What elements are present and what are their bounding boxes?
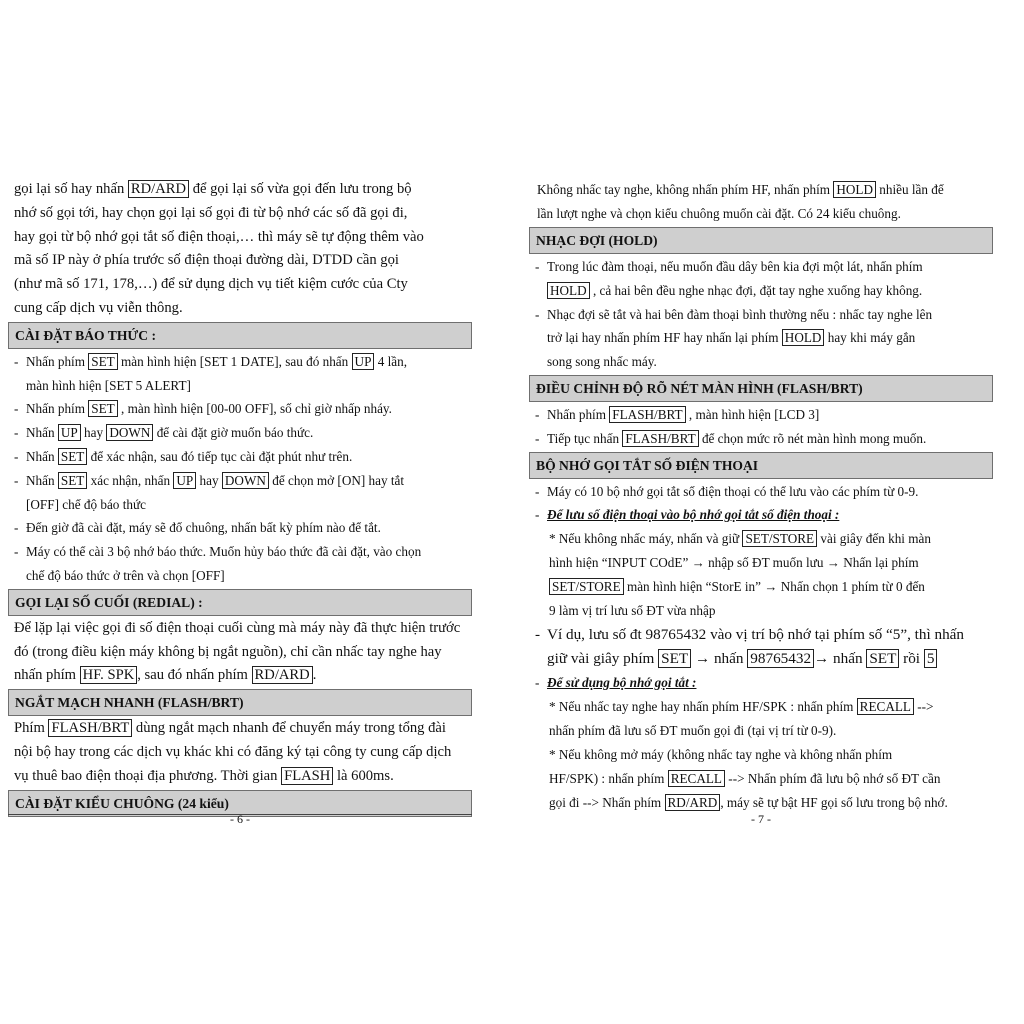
text-run: → nhấn xyxy=(814,649,867,667)
text-run: , màn hình hiện [00-00 OFF], số chỉ giờ nhấp nháy. xyxy=(117,401,392,417)
text-run: * Nếu không mở máy (không nhấc tay nghe và không nhấn phím xyxy=(549,746,893,762)
text-line xyxy=(8,641,472,665)
emphasis-heading: Để sử dụng bộ nhớ gọi tắt : xyxy=(547,674,697,690)
key-label: UP xyxy=(173,472,196,489)
paragraph xyxy=(529,695,993,743)
page-7 xyxy=(529,178,993,815)
text-line xyxy=(529,647,993,671)
text-run: để cài đặt giờ muốn báo thức. xyxy=(153,425,314,441)
key-label: SET xyxy=(58,448,87,465)
text-line xyxy=(529,671,993,695)
text-line xyxy=(529,791,993,815)
key-label: 5 xyxy=(924,649,938,668)
bullet-dash: - xyxy=(14,448,19,464)
text-run: hay xyxy=(196,472,222,488)
text-run: dùng ngắt mạch nhanh để chuyển máy trong tổng đài xyxy=(132,720,446,737)
text-run: màn hình hiện [SET 5 ALERT] xyxy=(26,377,191,393)
text-run: (như mã số 171, 178,…) để sử dụng dịch vụ tiết kiệm cước của Cty xyxy=(14,276,408,293)
text-line xyxy=(529,326,993,350)
text-run: Tiếp tục nhấn xyxy=(547,430,623,446)
key-label: FLASH xyxy=(281,767,333,785)
bullet-item xyxy=(8,350,472,398)
text-line xyxy=(529,202,993,226)
text-run: , màn hình hiện [LCD 3] xyxy=(685,406,820,422)
text-line xyxy=(529,255,993,279)
text-run: hay khi máy gắn xyxy=(824,330,916,346)
key-label: SET/STORE xyxy=(742,530,817,547)
text-line xyxy=(8,765,472,789)
text-run: để gọi lại số vừa gọi đến lưu trong bộ xyxy=(189,181,412,197)
text-run: 4 lần, xyxy=(374,353,408,369)
text-line xyxy=(8,469,472,493)
key-label: FLASH/BRT xyxy=(609,406,685,423)
key-label: SET xyxy=(58,472,87,489)
bullet-dash: - xyxy=(535,626,541,644)
paragraph xyxy=(8,717,472,788)
text-run: nhấn phím đã lưu số ĐT muốn gọi đi (tại vị trí từ 0-9). xyxy=(549,722,837,738)
text-run: , sau đó nhấn phím xyxy=(137,667,252,684)
text-run: * Nếu không nhấc máy, nhấn và giữ xyxy=(549,531,743,547)
paragraph xyxy=(529,527,993,623)
text-run: , máy sẽ tự bật HF gọi số lưu trong bộ nhớ. xyxy=(720,794,948,810)
text-run: --> xyxy=(913,698,934,714)
text-run: để chọn mức rõ nét màn hình mong muốn. xyxy=(698,430,927,446)
text-line xyxy=(8,540,472,564)
key-label: RD/ARD xyxy=(252,666,313,684)
section-heading: BỘ NHỚ GỌI TẮT SỐ ĐIỆN THOẠI xyxy=(529,452,993,479)
text-run: Nhấn xyxy=(26,472,58,488)
text-line xyxy=(529,350,993,374)
key-label: RECALL xyxy=(668,770,725,787)
bullet-dash: - xyxy=(535,430,540,446)
text-run: lần lượt nghe và chọn kiểu chuông muốn cài đặt. Có 24 kiểu chuông. xyxy=(537,206,901,221)
text-run: nội bộ hay trong các dịch vụ khác khi có đăng ký tại công ty cung cấp dịch xyxy=(14,743,452,760)
text-run: Nhấn phím xyxy=(26,401,89,417)
bullet-item xyxy=(529,623,993,671)
text-line xyxy=(529,551,993,575)
bullet-item xyxy=(529,255,993,303)
bullet-item xyxy=(529,303,993,374)
bullet-dash: - xyxy=(14,544,19,560)
text-line xyxy=(8,202,472,226)
bullet-item xyxy=(8,516,472,540)
bullet-item xyxy=(529,403,993,427)
text-run: gọi đi --> Nhấn phím xyxy=(549,794,665,810)
text-line xyxy=(8,664,472,688)
bullet-item xyxy=(8,540,472,588)
section-heading: GỌI LẠI SỐ CUỐI (REDIAL) : xyxy=(8,589,472,616)
text-line xyxy=(529,279,993,303)
text-run: --> Nhấn phím đã lưu bộ nhớ số ĐT cần xyxy=(725,770,941,786)
text-line xyxy=(8,516,472,540)
key-label: SET xyxy=(866,649,899,668)
text-run: . xyxy=(312,667,317,684)
text-run: Phím xyxy=(14,720,49,737)
text-line xyxy=(8,297,472,321)
bullet-dash: - xyxy=(14,401,19,417)
text-run: hình hiện “INPUT COdE” → nhập số ĐT muốn lưu → Nhấn lại phím xyxy=(549,555,919,571)
bullet-dash: - xyxy=(535,306,540,322)
key-label: RECALL xyxy=(857,698,914,715)
section-heading: NGẮT MẠCH NHANH (FLASH/BRT) xyxy=(8,689,472,716)
text-run: gọi lại số hay nhấn xyxy=(14,181,128,197)
text-line xyxy=(529,303,993,327)
text-run: Nhạc đợi sẽ tắt và hai bên đàm thoại bình thường nếu : nhấc tay nghe lên xyxy=(547,306,933,322)
section-heading: NHẠC ĐỢI (HOLD) xyxy=(529,227,993,254)
text-line xyxy=(529,743,993,767)
bullet-item xyxy=(529,480,993,504)
key-label: UP xyxy=(58,424,81,441)
text-run: hay gọi từ bộ nhớ gọi tắt số điện thoại,… thì máy sẽ tự động thêm vào xyxy=(14,228,424,245)
bullet-item xyxy=(8,421,472,445)
text-line xyxy=(8,226,472,250)
text-run: chế độ báo thức ở trên và chọn [OFF] xyxy=(26,567,225,583)
bullet-item xyxy=(529,503,993,527)
text-run: rồi xyxy=(899,649,924,667)
text-run: Máy có thể cài 3 bộ nhớ báo thức. Muốn hủy báo thức đã cài đặt, vào chọn xyxy=(26,544,422,560)
bullet-dash: - xyxy=(535,507,540,523)
text-run: màn hình hiện “StorE in” → Nhấn chọn 1 phím từ 0 đến xyxy=(623,579,925,595)
text-run: nhấn phím xyxy=(14,667,80,684)
emphasis-heading: Để lưu số điện thoại vào bộ nhớ gọi tắt số điện thoại : xyxy=(547,507,840,523)
text-run: vài giây đến khi màn xyxy=(817,531,931,547)
bullet-item xyxy=(8,445,472,469)
text-line xyxy=(8,421,472,445)
text-run: mã số IP này ở phía trước số điện thoại đường dài, DTDD cần gọi xyxy=(14,252,399,269)
text-line xyxy=(8,717,472,741)
text-line xyxy=(529,427,993,451)
text-line xyxy=(8,374,472,398)
text-run: để chọn mở [ON] hay tắt xyxy=(268,472,405,488)
bullet-dash: - xyxy=(14,472,19,488)
text-run: vụ thuê bao điện thoại địa phương. Thời gian xyxy=(14,767,282,784)
text-run: nhớ số gọi tới, hay chọn gọi lại số gọi đi từ bộ nhớ các số đã gọi đi, xyxy=(14,204,408,221)
text-line xyxy=(529,503,993,527)
text-run: để xác nhận, sau đó tiếp tục cài đặt phút như trên. xyxy=(87,448,353,464)
key-label: HOLD xyxy=(782,329,825,346)
bullet-item xyxy=(529,427,993,451)
bullet-dash: - xyxy=(535,406,540,422)
text-line xyxy=(529,623,993,647)
text-line xyxy=(8,178,472,202)
bullet-item xyxy=(8,397,472,421)
text-run: màn hình hiện [SET 1 DATE], sau đó nhấn xyxy=(117,353,352,369)
paragraph xyxy=(8,617,472,688)
text-line xyxy=(529,599,993,623)
text-run: Máy có 10 bộ nhớ gọi tắt số điện thoại có thể lưu vào các phím từ 0-9. xyxy=(547,483,919,499)
section-heading: CÀI ĐẶT KIỂU CHUÔNG (24 kiểu) xyxy=(8,790,472,817)
key-label: DOWN xyxy=(106,424,153,441)
text-run: * Nếu nhấc tay nghe hay nhấn phím HF/SPK : nhấn phím xyxy=(549,698,857,714)
key-label: UP xyxy=(352,353,375,370)
text-run: Không nhấc tay nghe, không nhấn phím HF, nhấn phím xyxy=(537,182,834,197)
text-line xyxy=(529,719,993,743)
key-label: HF. SPK xyxy=(80,666,138,684)
text-run: nhiều lần để xyxy=(876,182,944,197)
text-run: HF/SPK) : nhấn phím xyxy=(549,770,668,786)
text-line xyxy=(529,767,993,791)
sections xyxy=(529,227,993,815)
page-number-7: - 7 - xyxy=(751,812,771,826)
text-run: giữ vài giây phím xyxy=(547,649,659,667)
text-run: , cả hai bên đều nghe nhạc đợi, đặt tay nghe xuống hay không. xyxy=(589,282,923,298)
text-line xyxy=(529,695,993,719)
section-heading: ĐIỀU CHỈNH ĐỘ RÕ NÉT MÀN HÌNH (FLASH/BRT) xyxy=(529,375,993,402)
text-line xyxy=(8,493,472,517)
page-6 xyxy=(8,178,472,818)
key-label: RD/ARD xyxy=(128,180,189,198)
text-line xyxy=(529,480,993,504)
text-line xyxy=(8,273,472,297)
key-label: SET xyxy=(658,649,691,668)
key-label: SET xyxy=(88,400,117,417)
key-label: RD/ARD xyxy=(665,794,721,811)
text-run: xác nhận, nhấn xyxy=(87,472,174,488)
key-label: DOWN xyxy=(222,472,269,489)
key-label: 98765432 xyxy=(747,649,814,668)
text-line xyxy=(8,617,472,641)
text-run: là 600ms. xyxy=(333,767,394,784)
text-line xyxy=(8,397,472,421)
bullet-dash: - xyxy=(14,520,19,536)
text-line xyxy=(529,178,993,202)
text-run: cung cấp dịch vụ viễn thông. xyxy=(14,299,183,316)
page-number-6: - 6 - xyxy=(230,812,250,826)
text-run: Đến giờ đã cài đặt, máy sẽ đổ chuông, nhấn bất kỳ phím nào để tắt. xyxy=(26,520,381,536)
text-line xyxy=(8,249,472,273)
text-line xyxy=(8,350,472,374)
bullet-dash: - xyxy=(14,353,19,369)
text-run: Nhấn phím xyxy=(26,353,89,369)
bullet-dash: - xyxy=(535,259,540,274)
text-run: Nhấn phím xyxy=(547,406,610,422)
bullet-dash: - xyxy=(535,674,540,690)
key-label: FLASH/BRT xyxy=(48,719,132,737)
text-run: trở lại hay nhấn phím HF hay nhấn lại phím xyxy=(547,330,782,346)
text-run: Nhấn xyxy=(26,448,58,464)
text-run: Trong lúc đàm thoại, nếu muốn đầu dây bên kia đợi một lát, nhấn phím xyxy=(547,259,923,274)
text-line xyxy=(8,564,472,588)
intro-paragraph xyxy=(8,178,472,321)
text-run: đó (trong điều kiện máy không bị ngắt nguồn), chỉ cần nhấc tay nghe hay xyxy=(14,643,442,660)
text-run: song song nhấc máy. xyxy=(547,354,657,370)
text-line xyxy=(529,575,993,599)
text-line xyxy=(529,403,993,427)
sections xyxy=(8,322,472,817)
section-heading: CÀI ĐẶT BÁO THỨC : xyxy=(8,322,472,349)
text-line xyxy=(8,445,472,469)
text-run: Để lặp lại việc gọi đi số điện thoại cuối cùng mà máy này đã thực hiện trước xyxy=(14,619,461,636)
text-line xyxy=(529,527,993,551)
paragraph xyxy=(529,743,993,815)
text-run: → nhấn xyxy=(691,649,748,667)
key-label: HOLD xyxy=(547,282,590,299)
key-label: FLASH/BRT xyxy=(622,430,698,447)
intro-paragraph xyxy=(529,178,993,226)
key-label: HOLD xyxy=(833,181,876,198)
bullet-dash: - xyxy=(14,425,19,441)
bullet-dash: - xyxy=(535,483,540,499)
text-run: Nhấn xyxy=(26,425,58,441)
key-label: SET xyxy=(88,353,117,370)
text-run: [OFF] chế độ báo thức xyxy=(26,496,146,512)
bullet-item xyxy=(8,469,472,517)
key-label: SET/STORE xyxy=(549,578,624,595)
bullet-item xyxy=(529,671,993,695)
text-run: 9 làm vị trí lưu số ĐT vừa nhập xyxy=(549,603,716,619)
text-run: Ví dụ, lưu số đt 98765432 vào vị trí bộ nhớ tại phím số “5”, thì nhấn xyxy=(547,626,965,644)
text-line xyxy=(8,741,472,765)
text-run: hay xyxy=(80,425,107,441)
